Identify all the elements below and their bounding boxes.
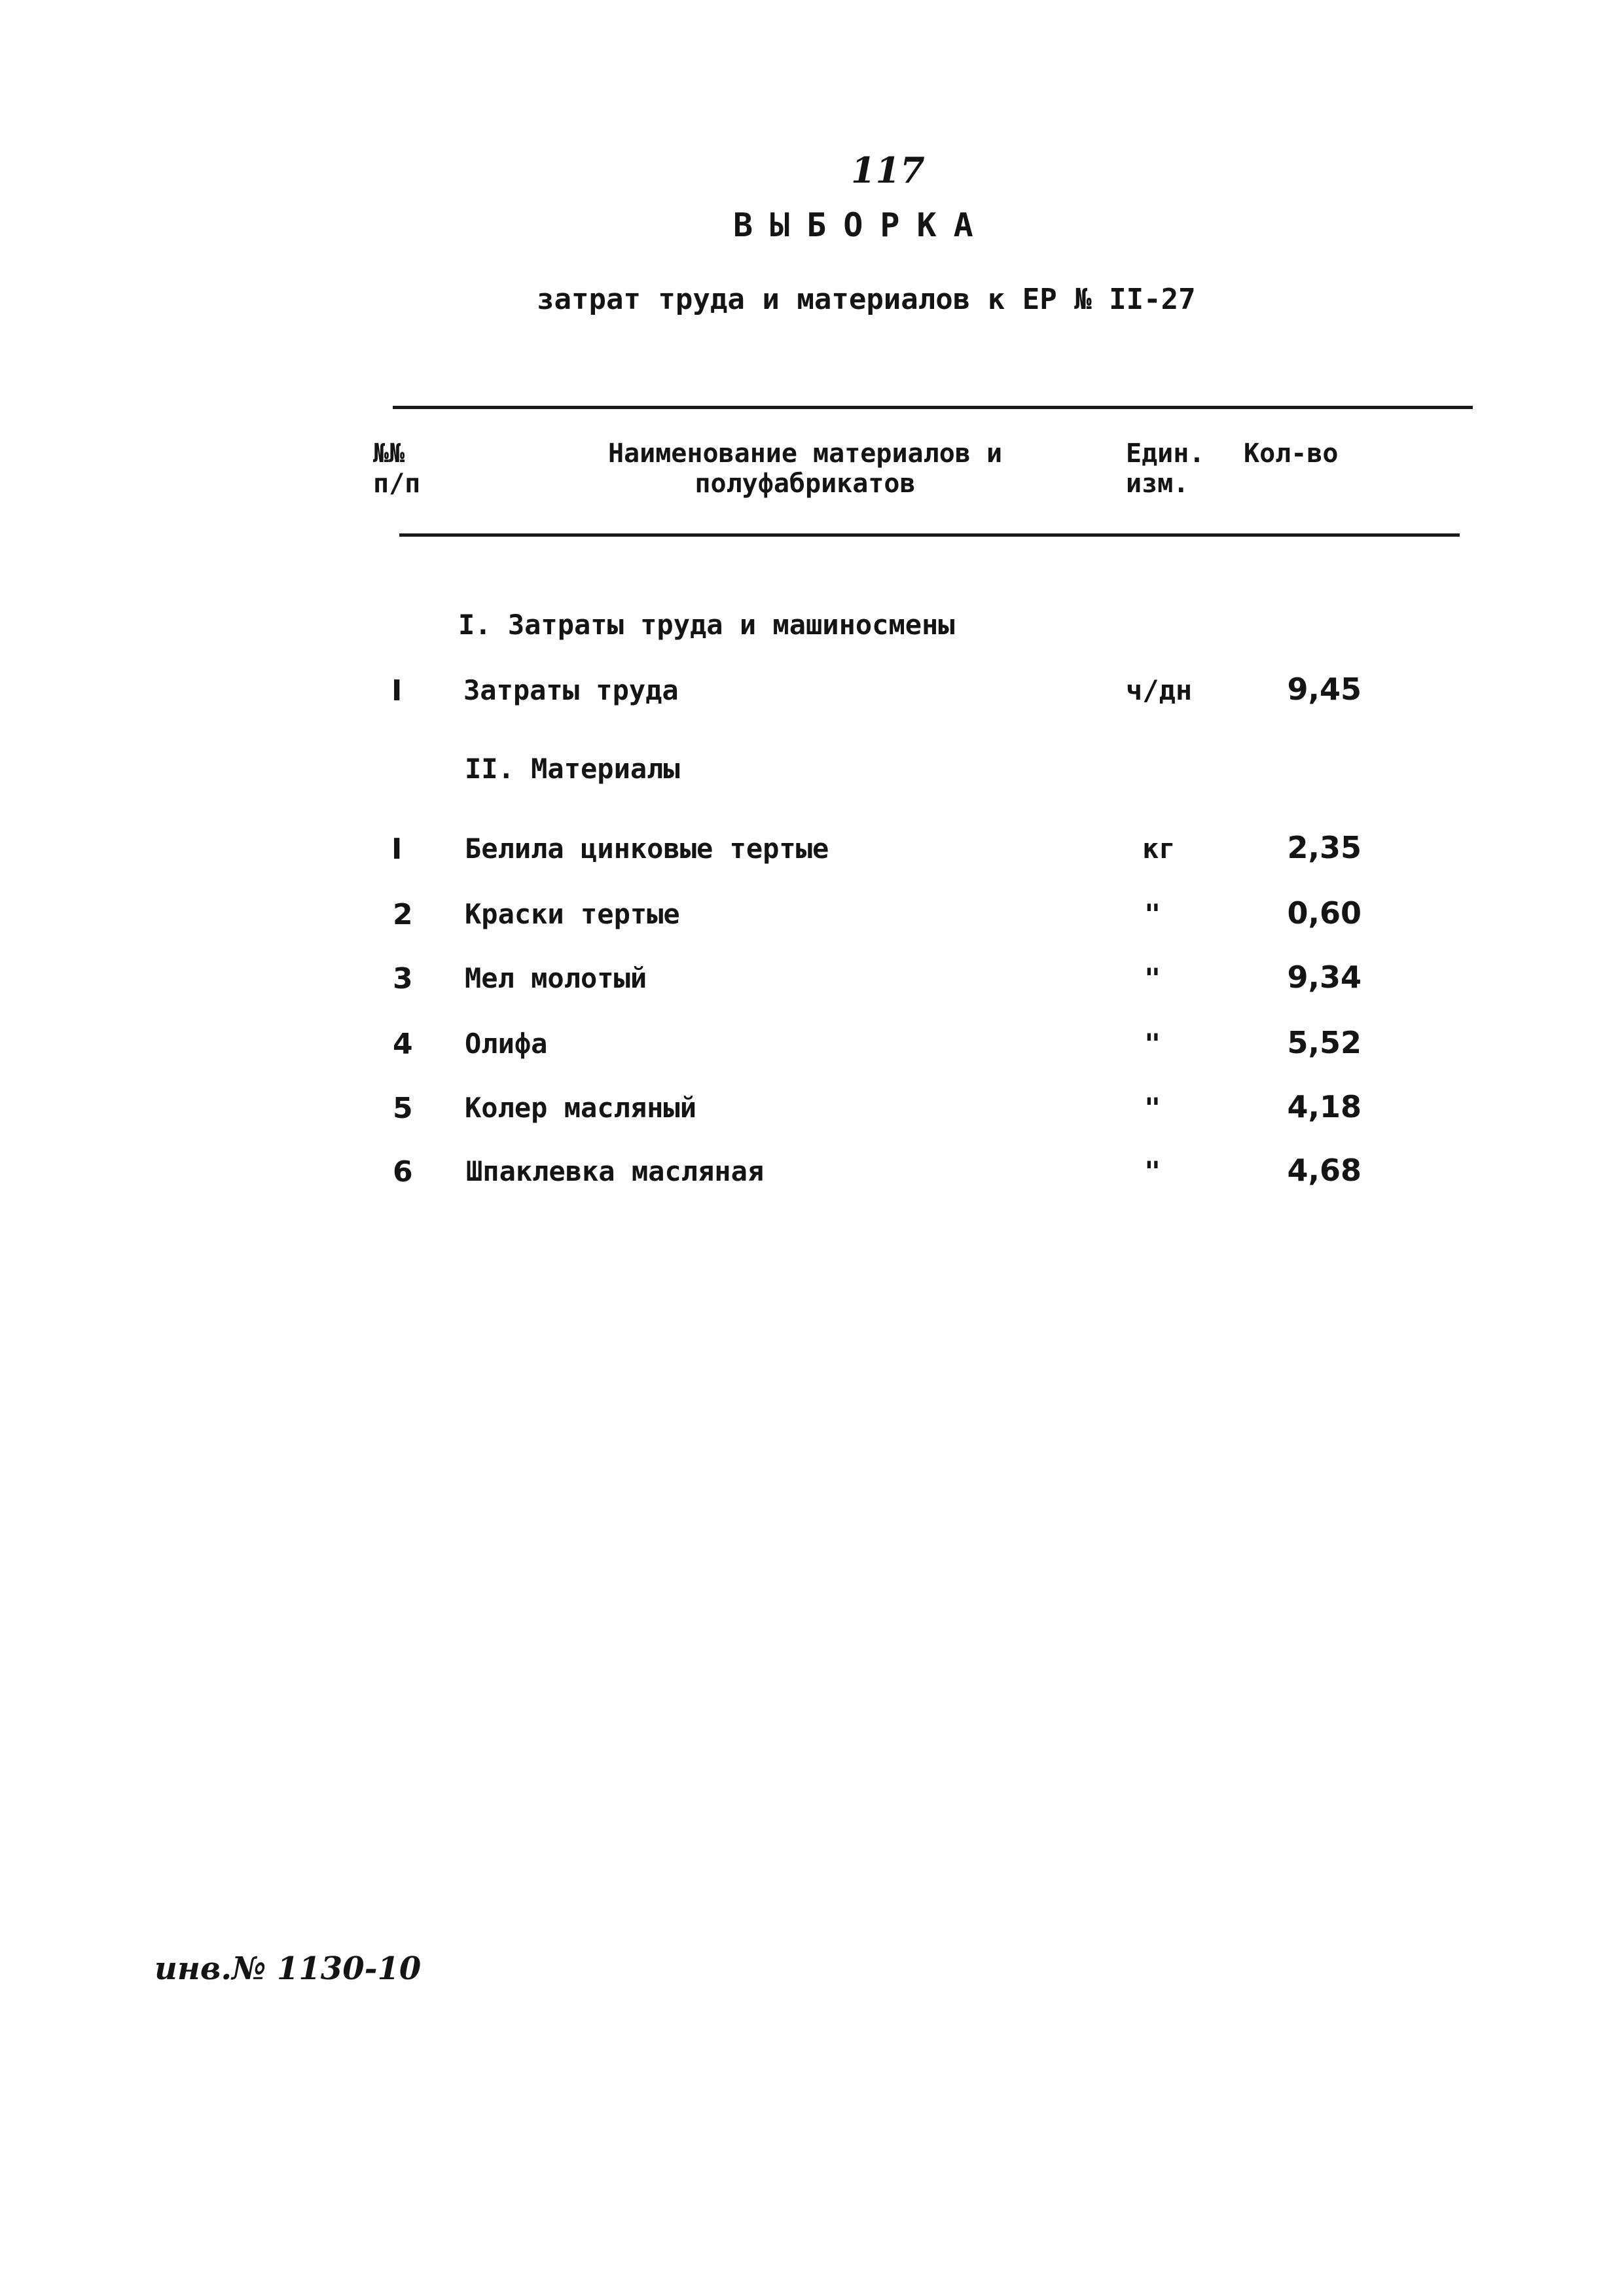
row-unit: ч/дн <box>1126 674 1193 706</box>
row-unit: " <box>1144 1155 1161 1187</box>
row-name: Белила цинковые тертые <box>465 833 829 865</box>
page-number: 117 <box>851 149 925 191</box>
section-title-materials: II. Материалы <box>465 753 680 785</box>
row-number: I <box>391 833 403 866</box>
header-unit-text: Един. изм. <box>1126 439 1205 499</box>
row-number: 5 <box>393 1092 413 1125</box>
header-name <box>511 439 1100 499</box>
row-quantity: 0,60 <box>1287 895 1362 931</box>
document-subtitle: затрат труда и материалов к ЕР № II-27 <box>537 283 1196 316</box>
section-title-labor: I. Затраты труда и машиносмены <box>458 609 955 641</box>
row-unit: " <box>1144 898 1161 930</box>
row-name: Мел молотый <box>465 962 647 994</box>
row-number: 6 <box>393 1155 413 1189</box>
header-unit <box>1126 439 1218 499</box>
header-number-text: №№ п/п <box>373 439 421 499</box>
row-unit: " <box>1144 1092 1161 1124</box>
row-unit: " <box>1144 962 1161 994</box>
row-number: I <box>391 674 403 708</box>
document-title: ВЫБОРКА <box>733 206 990 244</box>
row-quantity: 9,45 <box>1287 672 1362 707</box>
table-header-rule <box>399 533 1460 537</box>
row-quantity: 4,68 <box>1287 1153 1362 1188</box>
row-name: Колер масляный <box>465 1092 697 1124</box>
row-name: Олифа <box>465 1028 548 1060</box>
row-unit: кг <box>1142 833 1176 865</box>
header-quantity: Кол-во <box>1244 439 1339 469</box>
row-name: Шпаклевка масляная <box>466 1155 765 1187</box>
row-quantity: 4,18 <box>1287 1089 1362 1124</box>
header-number <box>373 439 452 499</box>
table-top-rule <box>393 406 1473 409</box>
row-number: 2 <box>393 898 413 931</box>
row-number: 3 <box>393 962 413 996</box>
row-name: Краски тертые <box>465 898 680 930</box>
row-number: 4 <box>393 1028 413 1061</box>
inventory-number-note: инв.№ 1130-10 <box>154 1950 422 1987</box>
row-quantity: 9,34 <box>1287 960 1362 995</box>
header-name-text: Наименование материалов и полуфабрикатов <box>607 439 1003 499</box>
row-quantity: 5,52 <box>1287 1025 1362 1060</box>
row-name: Затраты труда <box>463 674 679 706</box>
row-quantity: 2,35 <box>1287 830 1362 865</box>
row-unit: " <box>1144 1028 1161 1060</box>
